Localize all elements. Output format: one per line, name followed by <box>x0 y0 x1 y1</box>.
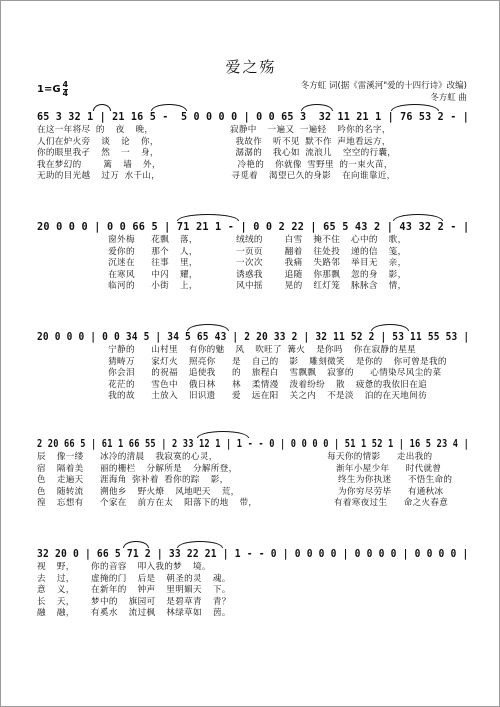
slur-mark <box>301 104 333 111</box>
lyric-verse-2: 人们在炉火旁 谈 论 你， 我故作 听不见 默不作 声地看远方， <box>37 136 391 147</box>
lyric-verse-1: 辰 像一缕 冰冷的清晨 我寂寞的心灵， 每天你的情影 走出我的 <box>37 452 433 462</box>
lyric-verse-5: 无助的目光越 过万 水千山， 寻觅着 渴望已久的身影 在向谁靠近， <box>37 171 396 182</box>
composer-credit: 冬方虹 曲 <box>430 93 467 103</box>
score-system-5 <box>37 546 469 620</box>
slur-mark <box>371 324 409 331</box>
lyric-verse-1: 窗外梅 花飘 落， 绒绒的 白雪 掩不住 心中的 歌， <box>37 235 407 245</box>
slur-mark <box>197 431 249 438</box>
score-system-3 <box>37 329 469 403</box>
lyric-verse-3: 你会泪 的祝福 追使我 的 旅程白 雪飘飘 寂寥的 心情染尽风尘的菜 <box>37 368 442 379</box>
credits <box>301 80 467 104</box>
lyric-verse-5: 融 融， 有奚水 流过枫 林绿草如 茵。 <box>37 608 231 619</box>
slur-mark <box>123 541 149 548</box>
lyric-verse-2: 猜畴万 家灯火 照亮你 是 自己的 影 雕刻微笑 是你的 你可曾是我的 <box>37 356 447 367</box>
lyric-verse-5: 我的故 土放入 旧识遗 爱 远在阳 关之内 不是淡 泊的在天地间彷 <box>37 391 427 402</box>
slur-mark <box>151 104 187 111</box>
time-numerator: 4 <box>62 80 69 89</box>
notation-line: 20 0 0 0 | 0 0 34 5 | 34 5 65 43 | 2 20 33 2 | 32 11 52 2 | 53 11 55 53 | <box>37 331 470 343</box>
lyric-verse-4: 色 随转流 溯他乡 野火燎 风地吧天 荒， 为你穷尽劳毕 有通秋冰 <box>37 486 444 497</box>
notation-line: 65 3 32 1 | 21 16 5 - 5 0 0 0 0 | 0 0 65 3 32 11 21 1 | 76 53 2 - | <box>37 111 469 123</box>
lyric-verse-4: 我在梦幻的 篱 墙 外， 冷艳的 你就像 雪野里 的一束火苗， <box>37 159 393 170</box>
score-system-4 <box>37 436 469 510</box>
lyric-verse-2: 去 过， 虚掩的门 后是 朝圣的灵 魂。 <box>37 573 231 584</box>
lyric-verse-1: 在这一年将尽 的 夜 晚， 寂静中 一遍又 一遍轻 吟你的名字， <box>37 125 391 135</box>
notation-line: 20 0 0 0 | 0 0 66 5 | 71 21 1 - | 0 0 2 22 | 65 5 43 2 | 43 32 2 - | <box>37 221 470 233</box>
lyric-verse-4: 长 天， 梦中的 旗园可 是碧草青 青？ <box>37 596 231 607</box>
lyric-verse-3: 色 走遍天 涯海角 弥补着 看你的踪 影， 终生为你执迷 不悟生命的 <box>37 475 453 486</box>
lyric-verse-1: 视 野， 你的音容 叩入我的梦 境。 <box>37 562 211 572</box>
lyric-verse-3: 你的眼里我孑 然 一 身， 潺潺的 我心如 流浪儿 空空的行囊， <box>37 148 397 159</box>
time-signature <box>63 81 69 98</box>
lyric-verse-3: 意 义， 在新年的 钟声 里明媚天 下。 <box>37 585 231 596</box>
lyricist-credit: 冬方虹 词(据《雷溪河"爱的十四行诗》改编) <box>300 81 467 91</box>
score-system-1 <box>37 109 469 183</box>
time-denominator: 4 <box>62 89 69 98</box>
slur-mark <box>177 541 223 548</box>
lyric-verse-5: 徨 忘想有 个家在 前方在太 阳落下的地 带， 有着寒夜过生 命之火春意 <box>37 498 449 509</box>
lyric-verse-5: 临河的 小街 上， 风中摇 晃的 红灯笼 脉脉含 情， <box>37 281 407 292</box>
slur-mark <box>177 214 239 221</box>
notation-line: 2 20 66 5 | 61 1 66 55 | 2 33 12 1 | 1 - - 0 | 0 0 0 0 | 51 1 52 1 | 16 5 23 4 | <box>37 438 469 450</box>
slur-mark <box>391 104 439 111</box>
song-title: 爱之殇 <box>225 58 277 76</box>
slur-mark <box>187 324 229 331</box>
lyric-verse-4: 在寒风 中闪 耀， 诱惑我 追随 你那飘 忽的身 影， <box>37 269 407 280</box>
score-system-2 <box>37 219 469 293</box>
notation-line: 32 20 0 | 66 5 71 2 | 33 22 21 | 1 - - 0 | 0 0 0 0 | 0 0 0 0 | 0 0 0 0 | <box>37 548 469 560</box>
key-label: 1=G <box>37 84 61 95</box>
key-signature <box>37 81 68 98</box>
lyric-verse-2: 爱你的 那个 人， 一页页 翻着 往处投 递的信 笺， <box>37 246 407 257</box>
lyric-verse-4: 花茫的 雪色中 俄日林 林 柔情漫 泼着纷纷 散 疲惫的我依旧在追 <box>37 379 427 390</box>
lyric-verse-3: 沉迷在 往事 里， 一次次 我痛 失路邻 举目无 亲， <box>37 258 407 269</box>
slur-mark <box>93 104 111 111</box>
slur-mark <box>393 214 443 221</box>
lyric-verse-1: 宁静的 山村里 有你的魅 风 吹旺了 篝火 是你吗 你在寂静的星星 <box>37 345 417 355</box>
lyric-verse-2: 宿 隔着美 丽的栅栏 分解所是 分解所登， 渐年小屋少年 时代就曾 <box>37 463 442 474</box>
